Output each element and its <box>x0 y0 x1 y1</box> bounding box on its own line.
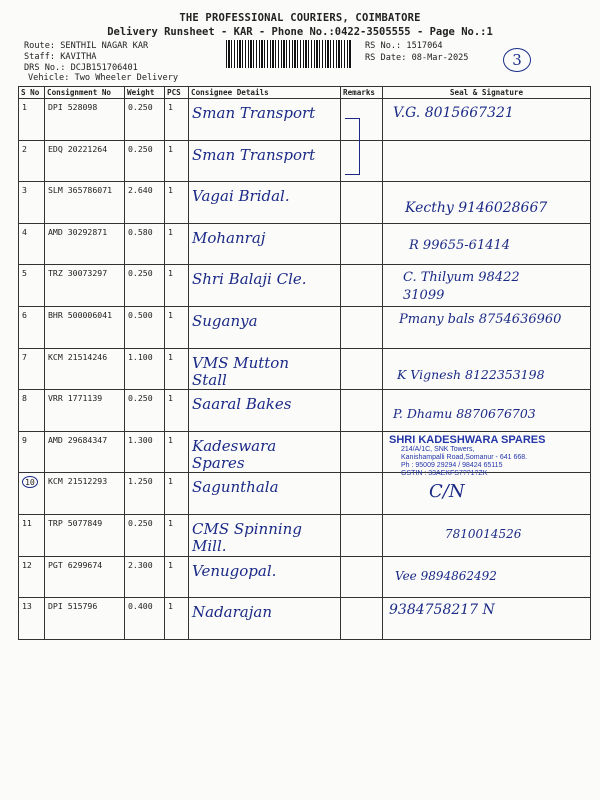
row-consignee <box>189 514 341 556</box>
row-remarks <box>341 473 383 515</box>
stamp-address-2: Kanishampalli Road,Somanur - 641 668. <box>401 453 528 461</box>
row-signature <box>383 265 591 307</box>
row-remarks <box>341 598 383 640</box>
company-title: THE PROFESSIONAL COURIERS, COIMBATORE <box>179 12 421 24</box>
row-pcs: 1 <box>165 598 189 640</box>
row-remarks <box>341 182 383 224</box>
row-sno <box>19 473 45 515</box>
consignee-handwriting: Sagunthala <box>192 478 279 497</box>
row-weight: 0.250 <box>125 390 165 432</box>
row-consignee <box>189 598 341 640</box>
row-remarks <box>341 390 383 432</box>
table-row <box>19 390 591 432</box>
signature-handwriting: K Vignesh 8122353198 <box>397 366 545 382</box>
col-consignment: Consignment No <box>45 87 125 99</box>
signature-handwriting: C. Thilyum 98422 31099 <box>403 270 520 304</box>
row-pcs: 1 <box>165 514 189 556</box>
row-pcs: 1 <box>165 265 189 307</box>
stamp-gstin: GSTIN : 33AEKFS7??1?ZK <box>401 469 488 477</box>
row-pcs: 1 <box>165 140 189 182</box>
signature-handwriting: V.G. 8015667321 <box>393 105 514 121</box>
row-sno: 11 <box>19 514 45 556</box>
row-consignment: TRZ 30073297 <box>45 265 125 307</box>
consignee-handwriting: Vagai Bridal. <box>192 187 290 206</box>
row-consignment: VRR 1771139 <box>45 390 125 432</box>
consignee-handwriting: Mohanraj <box>192 228 266 247</box>
table-row <box>19 598 591 640</box>
runsheet-title: Delivery Runsheet - KAR - Phone No.:0422-3505555 - Page No.:1 <box>107 26 493 38</box>
page-mark-circled: 3 <box>503 48 531 72</box>
row-pcs: 1 <box>165 223 189 265</box>
signature-handwriting: R 99655-61414 <box>409 237 511 253</box>
row-signature <box>383 431 591 477</box>
row-consignee <box>189 99 341 141</box>
row-sno: 3 <box>19 182 45 224</box>
signature-handwriting: Pmany bals 8754636960 <box>399 311 562 327</box>
row-sno: 7 <box>19 348 45 390</box>
row-weight: 1.250 <box>125 473 165 515</box>
table-row <box>19 306 591 348</box>
row-consignment: TRP 5077849 <box>45 514 125 556</box>
row-pcs: 1 <box>165 99 189 141</box>
row-consignee <box>189 348 341 390</box>
row-pcs: 1 <box>165 431 189 473</box>
row-weight: 0.250 <box>125 514 165 556</box>
row-sno: 6 <box>19 306 45 348</box>
table-row <box>19 99 591 141</box>
consignee-handwriting: Venugopal. <box>192 561 277 580</box>
row-pcs: 1 <box>165 182 189 224</box>
signature-handwriting: 9384758217 N <box>389 602 495 619</box>
consignee-handwriting: Kadeswara Spares <box>192 436 277 472</box>
table-row <box>19 556 591 598</box>
delivery-table <box>18 86 591 640</box>
consignee-handwriting: Shri Balaji Cle. <box>192 270 307 289</box>
row-remarks <box>341 265 383 307</box>
row-weight: 0.250 <box>125 99 165 141</box>
col-sno: S No <box>19 87 45 99</box>
row-pcs: 1 <box>165 390 189 432</box>
table-row <box>19 265 591 307</box>
row-pcs: 1 <box>165 473 189 515</box>
row-consignee <box>189 473 341 515</box>
table-row <box>19 348 591 390</box>
row-signature <box>383 556 591 598</box>
consignee-handwriting: Nadarajan <box>192 603 272 622</box>
row-remarks <box>341 348 383 390</box>
row-consignment: PGT 6299674 <box>45 556 125 598</box>
row-consignee <box>189 265 341 307</box>
row-weight: 2.300 <box>125 556 165 598</box>
route-label: Route: SENTHIL NAGAR KAR <box>24 41 149 51</box>
row-sno: 2 <box>19 140 45 182</box>
row-pcs: 1 <box>165 556 189 598</box>
signature-handwriting: Kecthy 9146028667 <box>405 200 548 217</box>
row-sno: 13 <box>19 598 45 640</box>
row-sno: 9 <box>19 431 45 473</box>
row-signature <box>383 140 591 182</box>
row-sno: 1 <box>19 99 45 141</box>
row-sno: 8 <box>19 390 45 432</box>
col-weight: Weight <box>125 87 165 99</box>
row-signature <box>383 598 591 640</box>
consignee-handwriting: Suganya <box>192 311 258 330</box>
table-row <box>19 431 591 473</box>
row-pcs: 1 <box>165 348 189 390</box>
row-remarks <box>341 431 383 473</box>
row-consignee <box>189 556 341 598</box>
row-remarks <box>341 223 383 265</box>
row-remarks <box>341 306 383 348</box>
table-row <box>19 473 591 515</box>
consignee-handwriting: VMS Mutton Stall <box>192 353 290 389</box>
row-consignee <box>189 140 341 182</box>
row-remarks <box>341 556 383 598</box>
row-consignment: EDQ 20221264 <box>45 140 125 182</box>
row-consignee <box>189 390 341 432</box>
staff-label: Staff: KAVITHA <box>24 52 97 62</box>
company-stamp <box>389 434 545 478</box>
row-consignee <box>189 182 341 224</box>
consignee-handwriting: Sman Transport <box>192 104 316 122</box>
table-row <box>19 514 591 556</box>
row-sno: 5 <box>19 265 45 307</box>
row-consignee <box>189 223 341 265</box>
remarks-bracket-mark <box>345 118 360 175</box>
row-consignment: AMD 30292871 <box>45 223 125 265</box>
row-weight: 0.250 <box>125 140 165 182</box>
col-consignee: Consignee Details <box>189 87 341 99</box>
vehicle-label: Vehicle: Two Wheeler Delivery <box>28 73 179 83</box>
table-row <box>19 223 591 265</box>
consignee-handwriting: Saaral Bakes <box>192 395 292 414</box>
row-signature <box>383 348 591 390</box>
signature-handwriting: 7810014526 <box>445 526 522 541</box>
col-seal-signature: Seal & Signature <box>383 87 591 99</box>
row-weight: 0.500 <box>125 306 165 348</box>
consignee-handwriting: CMS Spinning Mill. <box>192 519 302 555</box>
row-consignment: DPI 528098 <box>45 99 125 141</box>
row-signature <box>383 473 591 515</box>
row-weight: 2.640 <box>125 182 165 224</box>
table-header-row <box>19 87 591 99</box>
row-signature <box>383 223 591 265</box>
row-consignment: AMD 29684347 <box>45 431 125 473</box>
table-row <box>19 182 591 224</box>
stamp-name: SHRI KADESHWARA SPARES <box>389 433 546 446</box>
signature-handwriting: P. Dhamu 8870676703 <box>393 406 536 422</box>
signature-handwriting: Vee 9894862492 <box>395 568 497 583</box>
row-signature <box>383 99 591 141</box>
row-signature <box>383 182 591 224</box>
row-signature <box>383 514 591 556</box>
row-consignment: SLM 365786071 <box>45 182 125 224</box>
rs-date: RS Date: 08-Mar-2025 <box>365 53 469 63</box>
row-remarks <box>341 514 383 556</box>
consignee-handwriting: Sman Transport <box>192 145 316 164</box>
row-signature <box>383 306 591 348</box>
row-consignment: KCM 21512293 <box>45 473 125 515</box>
row-consignment: DPI 515796 <box>45 598 125 640</box>
table-row <box>19 140 591 182</box>
row-weight: 1.300 <box>125 431 165 473</box>
row-consignee <box>189 306 341 348</box>
row-weight: 0.250 <box>125 265 165 307</box>
row-consignee <box>189 431 341 473</box>
drs-number: DRS No.: DCJB151706401 <box>24 63 138 73</box>
row-signature <box>383 390 591 432</box>
row-sno: 4 <box>19 223 45 265</box>
row-sno: 12 <box>19 556 45 598</box>
rs-number: RS No.: 1517064 <box>365 41 443 51</box>
row-weight: 0.400 <box>125 598 165 640</box>
row-consignment: BHR 500006041 <box>45 306 125 348</box>
stamp-address-1: 214/A/1C, SNK Towers, <box>401 445 475 453</box>
barcode <box>226 40 352 68</box>
col-pcs: PCS <box>165 87 189 99</box>
row-consignment: KCM 21514246 <box>45 348 125 390</box>
signature-handwriting: C/N <box>429 481 465 503</box>
col-remarks: Remarks <box>341 87 383 99</box>
row-pcs: 1 <box>165 306 189 348</box>
row-weight: 0.580 <box>125 223 165 265</box>
stamp-phone: Ph : 95009 29294 / 98424 65115 <box>401 461 503 469</box>
row-sno-circled: 10 <box>22 476 38 488</box>
row-weight: 1.100 <box>125 348 165 390</box>
